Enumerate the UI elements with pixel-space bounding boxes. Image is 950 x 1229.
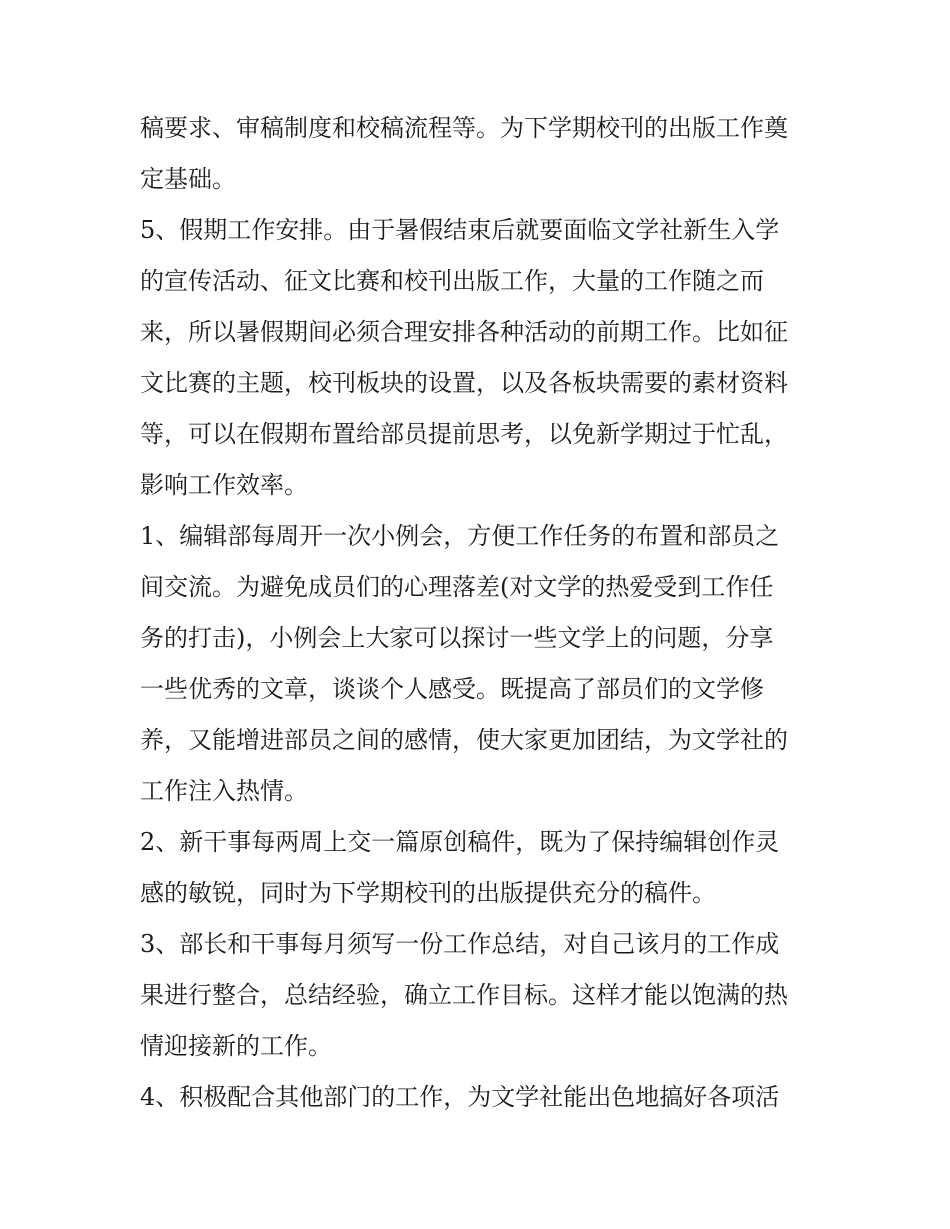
document-page: [140, 103, 820, 1123]
text-line: 果进行整合，总结经验，确立工作目标。这样才能以饱满的热: [140, 981, 788, 1009]
text-line: 4、积极配合其他部门的工作，为文学社能出色地搞好各项活: [140, 1083, 780, 1111]
text-line: 1、编辑部每周开一次小例会，方便工作任务的布置和部员之: [140, 522, 780, 550]
text-line: 务的打击)，小例会上大家可以探讨一些文学上的问题，分享: [140, 624, 774, 652]
text-line: 稿要求、审稿制度和校稿流程等。为下学期校刊的出版工作奠: [140, 114, 788, 142]
text-line: 养，又能增进部员之间的感情，使大家更加团结，为文学社的: [140, 726, 788, 754]
text-line: 间交流。为避免成员们的心理落差(对文学的热爱受到工作任: [140, 573, 774, 601]
text-line: 的宣传活动、征文比赛和校刊出版工作，大量的工作随之而: [140, 267, 764, 295]
text-line: 感的敏锐，同时为下学期校刊的出版提供充分的稿件。: [140, 879, 716, 907]
text-line: 定基础。: [140, 165, 236, 193]
text-line: 等，可以在假期布置给部员提前思考，以免新学期过于忙乱，: [140, 420, 788, 448]
text-line: 一些优秀的文章，谈谈个人感受。既提高了部员们的文学修: [140, 675, 764, 703]
text-line: 工作注入热情。: [140, 777, 308, 805]
text-line: 5、假期工作安排。由于暑假结束后就要面临文学社新生入学: [140, 216, 780, 244]
text-line: 情迎接新的工作。: [140, 1032, 332, 1060]
text-line: 来，所以暑假期间必须合理安排各种活动的前期工作。比如征: [140, 318, 788, 346]
text-line: 文比赛的主题，校刊板块的设置，以及各板块需要的素材资料: [140, 369, 788, 397]
text-line: 3、部长和干事每月须写一份工作总结，对自己该月的工作成: [140, 930, 780, 958]
text-line: 2、新干事每两周上交一篇原创稿件，既为了保持编辑创作灵: [140, 828, 780, 856]
text-line: 影响工作效率。: [140, 471, 308, 499]
